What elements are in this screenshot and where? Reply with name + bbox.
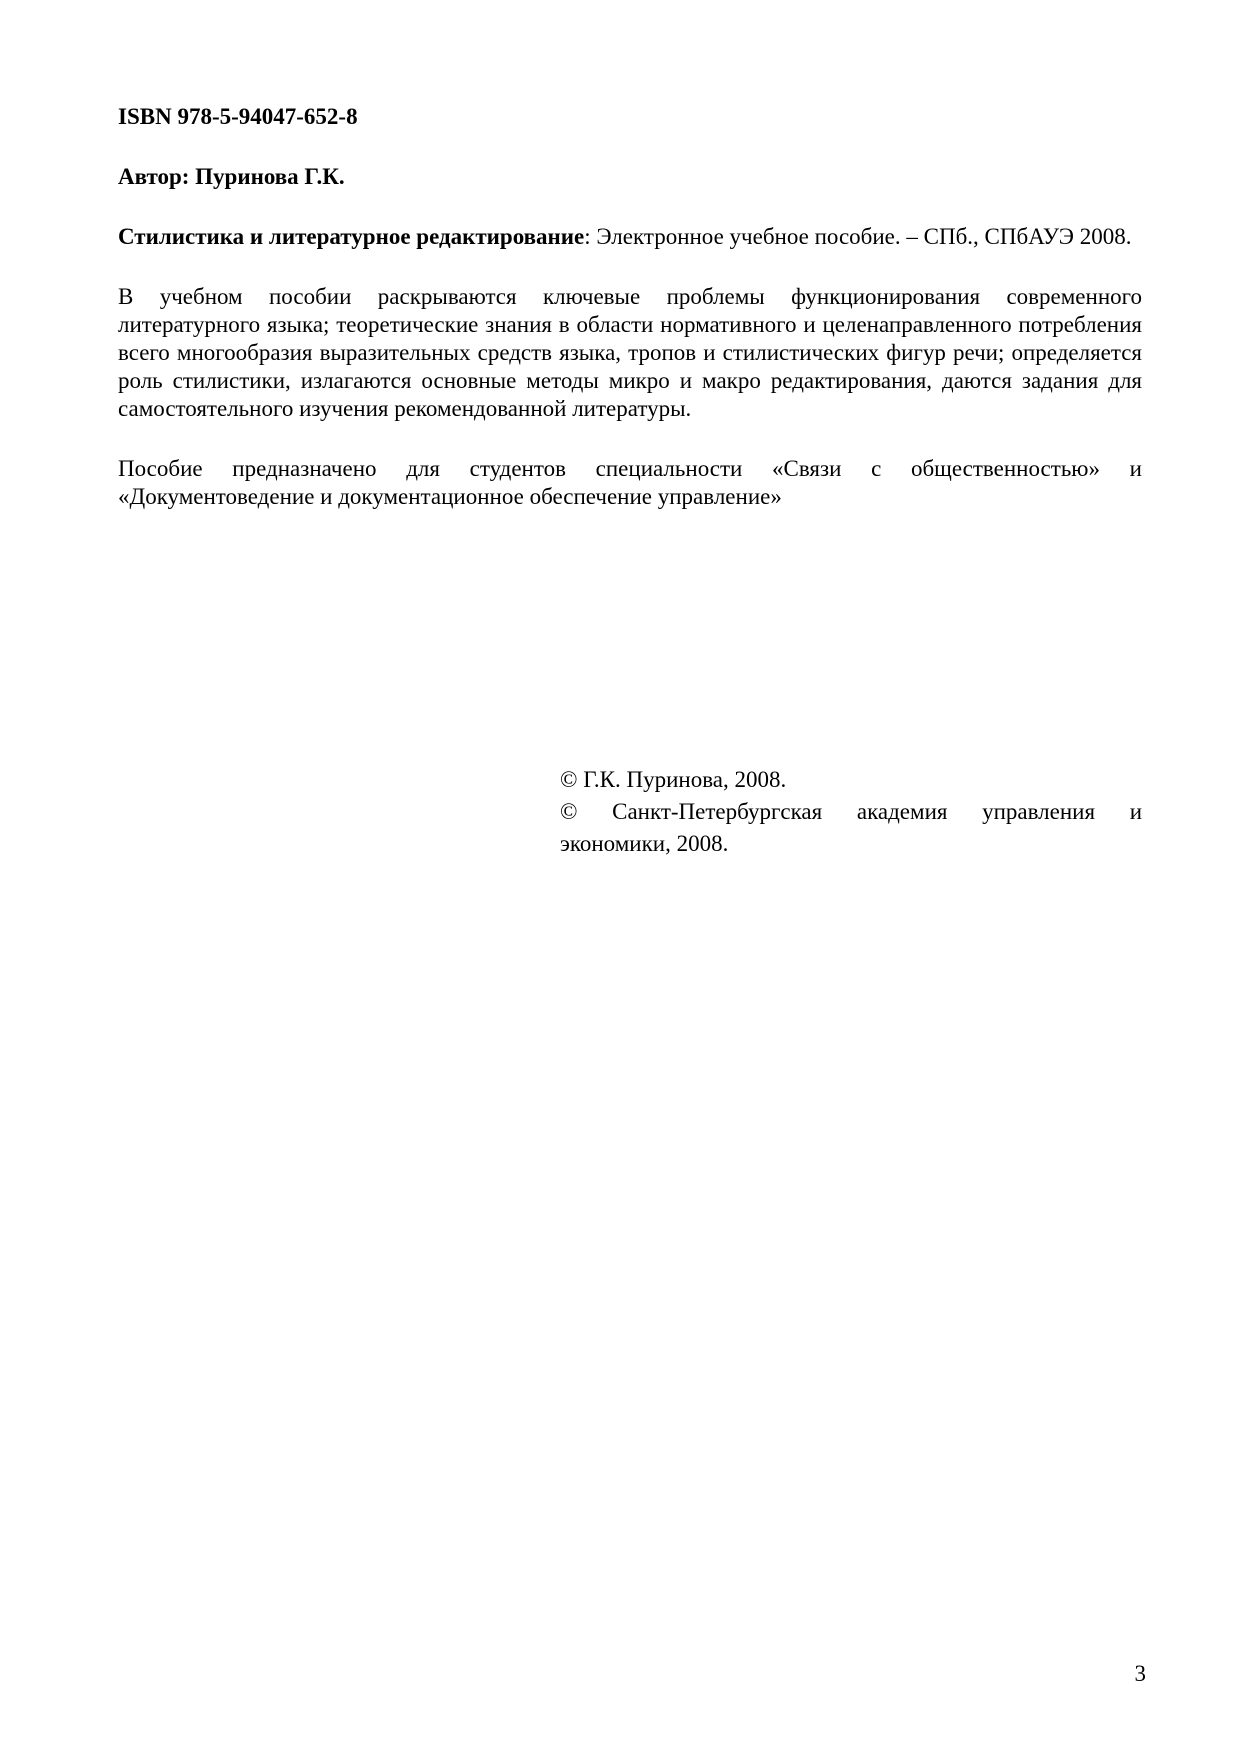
title-paragraph [118, 223, 1142, 251]
copyright-author: © Г.К. Пуринова, 2008. [560, 767, 787, 792]
isbn: ISBN 978-5-94047-652-8 [118, 104, 358, 129]
document-body [118, 103, 1142, 511]
copyright-block [560, 764, 1142, 860]
audience-paragraph: Пособие предназначено для студентов специальности «Связи с общественностью» и «Документоведение и документационное обеспечение управление» [118, 456, 1142, 509]
publication-info: : Электронное учебное пособие. – СПб., СПбАУЭ 2008. [584, 224, 1132, 249]
copyright-academy: © Санкт-Петербургская академия управления и экономики, 2008. [560, 799, 1142, 856]
page-number: 3 [1134, 1661, 1146, 1686]
abstract-paragraph: В учебном пособии раскрываются ключевые проблемы функционирования современного литературного языка; теоретические знания в области нормативного и целенаправленного потребления всего многообразия выразительных средств языка, тропов и стилистических фигур речи; определяется роль стилистики, излагаются основные методы микро и макро редактирования, даются задания для самостоятельного изучения рекомендованной литературы. [118, 284, 1142, 421]
author-line: Автор: Пуринова Г.К. [118, 164, 345, 189]
book-title: Стилистика и литературное редактирование [118, 224, 585, 249]
